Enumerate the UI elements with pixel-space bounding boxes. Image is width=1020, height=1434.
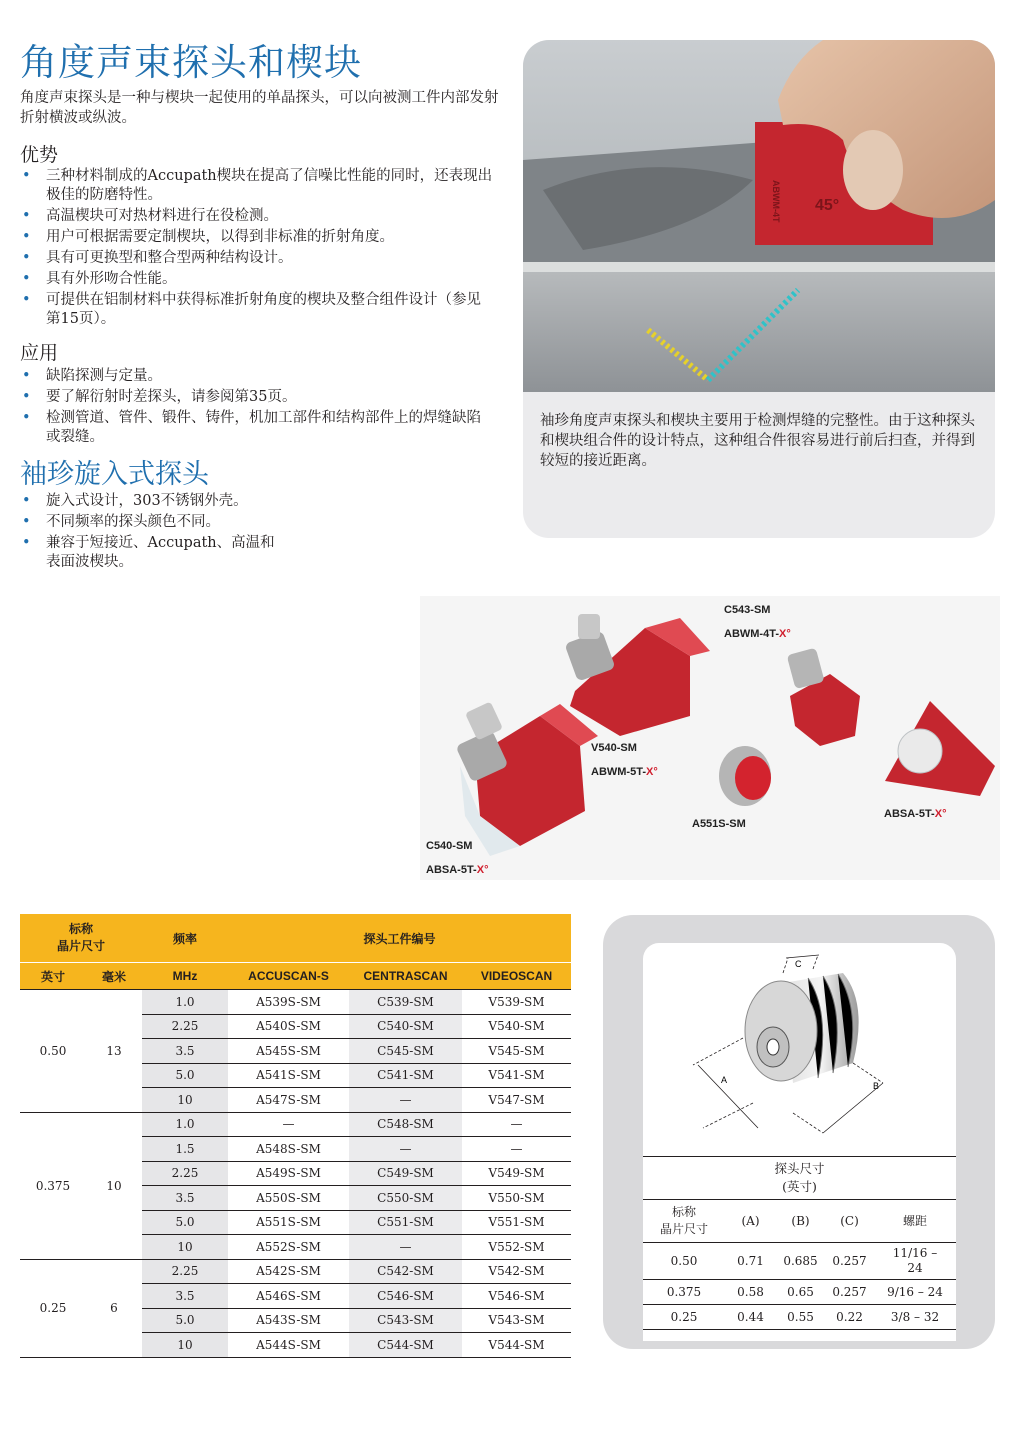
applications-heading: 应用 — [20, 342, 59, 364]
freq-cell: 2.25 — [142, 1014, 228, 1039]
videoscan-cell: V542-SM — [462, 1259, 571, 1284]
videoscan-cell: V547-SM — [462, 1088, 571, 1113]
weld-inspection-photo — [523, 40, 995, 392]
centrascan-cell: C549-SM — [349, 1161, 462, 1186]
freq-cell: 10 — [142, 1333, 228, 1358]
a551-transducer-icon — [719, 746, 771, 806]
dim-b-cell: 0.685 — [776, 1243, 825, 1280]
centrascan-cell: C539-SM — [349, 990, 462, 1015]
dim-pitch-cell: 3/8 – 32 — [874, 1305, 956, 1330]
advantages-heading: 优势 — [20, 144, 59, 166]
dim-a-cell: 0.58 — [725, 1280, 776, 1305]
dim-b-cell: 0.65 — [776, 1280, 825, 1305]
list-item: • 不同频率的探头颜色不同。 — [20, 513, 280, 532]
part-number-table — [20, 914, 571, 1358]
dim-size-cell: 0.375 — [643, 1280, 725, 1305]
list-item: • 要了解衍射时差探头，请参阅第35页。 — [20, 388, 495, 407]
centrascan-cell: C546-SM — [349, 1284, 462, 1309]
table-row — [643, 1305, 956, 1330]
accuscan-cell: A542S-SM — [228, 1259, 349, 1284]
centrascan-cell: C543-SM — [349, 1308, 462, 1333]
accuscan-cell: A546S-SM — [228, 1284, 349, 1309]
dim-header-pitch: 螺距 — [874, 1200, 956, 1243]
accuscan-cell: A544S-SM — [228, 1333, 349, 1358]
label-absa5t-right: ABSA-5T-X° — [884, 808, 947, 820]
dim-a-cell: 0.71 — [725, 1243, 776, 1280]
freq-cell: 3.5 — [142, 1284, 228, 1309]
label-v540: V540-SM — [591, 742, 637, 754]
dim-a-cell: 0.44 — [725, 1305, 776, 1330]
list-item: • 三种材料制成的Accupath楔块在提高了信噪比性能的同时，还表现出极佳的防磨特性。 — [20, 167, 495, 205]
dim-size-cell: 0.50 — [643, 1243, 725, 1280]
freq-cell: 5.0 — [142, 1308, 228, 1333]
size-mm-cell: 10 — [86, 1112, 142, 1259]
label-abwm5t: ABWM-5T-X° — [591, 766, 658, 778]
dim-pitch-cell: 11/16 – 24 — [874, 1243, 956, 1280]
accuscan-cell: A540S-SM — [228, 1014, 349, 1039]
absa-wedge-icon — [885, 701, 995, 796]
dim-size-cell: 0.25 — [643, 1305, 725, 1330]
videoscan-cell: V551-SM — [462, 1210, 571, 1235]
videoscan-cell: V549-SM — [462, 1161, 571, 1186]
size-mm-cell: 13 — [86, 990, 142, 1113]
applications-list — [20, 367, 495, 449]
dim-b-cell: 0.55 — [776, 1305, 825, 1330]
centrascan-cell: C542-SM — [349, 1259, 462, 1284]
centrascan-cell: — — [349, 1235, 462, 1260]
header-part: 探头工件编号 — [228, 914, 571, 963]
header-freq: 频率 — [142, 914, 228, 963]
videoscan-cell: V545-SM — [462, 1039, 571, 1064]
table-row — [643, 1280, 956, 1305]
freq-cell: 2.25 — [142, 1161, 228, 1186]
videoscan-cell: V541-SM — [462, 1063, 571, 1088]
size-mm-cell: 6 — [86, 1259, 142, 1357]
centrascan-cell: C545-SM — [349, 1039, 462, 1064]
accuscan-cell: A541S-SM — [228, 1063, 349, 1088]
list-item: • 可提供在铝制材料中获得标准折射角度的楔块及整合组件设计（参见第15页）。 — [20, 291, 495, 329]
dim-header-nominal: 标称 晶片尺寸 — [643, 1200, 725, 1243]
page-title: 角度声束探头和楔块 — [20, 41, 362, 84]
dim-pitch-cell: 9/16 – 24 — [874, 1280, 956, 1305]
v540-wedge-icon — [564, 614, 710, 736]
freq-cell: 10 — [142, 1088, 228, 1113]
transducer-wedge-illustration — [420, 596, 1000, 880]
wedge-angle-text: 45° — [815, 197, 840, 214]
centrascan-cell: C540-SM — [349, 1014, 462, 1039]
accuscan-cell: A545S-SM — [228, 1039, 349, 1064]
label-absa5t-left: ABSA-5T-X° — [426, 864, 489, 876]
videoscan-cell: V544-SM — [462, 1333, 571, 1358]
label-c543: C543-SM — [724, 604, 771, 616]
list-item: • 具有可更换型和整合型两种结构设计。 — [20, 249, 495, 268]
centrascan-cell: C541-SM — [349, 1063, 462, 1088]
list-item: • 缺陷探测与定量。 — [20, 367, 495, 386]
size-inch-cell: 0.25 — [20, 1259, 86, 1357]
videoscan-cell: — — [462, 1137, 571, 1162]
accuscan-cell: A552S-SM — [228, 1235, 349, 1260]
accuscan-cell: A543S-SM — [228, 1308, 349, 1333]
videoscan-cell: V539-SM — [462, 990, 571, 1015]
table-row — [20, 990, 571, 1015]
freq-cell: 1.0 — [142, 990, 228, 1015]
screw-in-heading: 袖珍旋入式探头 — [20, 459, 209, 490]
wedge-model-text: ABWM-4T — [771, 180, 781, 223]
centrascan-cell: — — [349, 1088, 462, 1113]
videoscan-cell: V546-SM — [462, 1284, 571, 1309]
size-inch-cell: 0.50 — [20, 990, 86, 1113]
centrascan-cell: C550-SM — [349, 1186, 462, 1211]
dim-c-cell: 0.257 — [825, 1280, 874, 1305]
freq-cell: 1.0 — [142, 1112, 228, 1137]
label-c540: C540-SM — [426, 840, 473, 852]
freq-cell: 2.25 — [142, 1259, 228, 1284]
product-photo — [420, 596, 1000, 880]
videoscan-cell: V540-SM — [462, 1014, 571, 1039]
dim-header-b: (B) — [776, 1200, 825, 1243]
accuscan-cell: A550S-SM — [228, 1186, 349, 1211]
header-mhz: MHz — [142, 963, 228, 990]
dim-a-label: A — [721, 1075, 728, 1085]
freq-cell: 1.5 — [142, 1137, 228, 1162]
list-item: • 用户可根据需要定制楔块，以得到非标准的折射角度。 — [20, 228, 495, 247]
table-row — [20, 1112, 571, 1137]
centrascan-cell: C551-SM — [349, 1210, 462, 1235]
accuscan-cell: A548S-SM — [228, 1137, 349, 1162]
accuscan-cell: A547S-SM — [228, 1088, 349, 1113]
intro-text: 角度声束探头是一种与楔块一起使用的单晶探头，可以向被测工件内部发射折射横波或纵波。 — [20, 90, 499, 126]
header-accuscan: ACCUSCAN-S — [228, 963, 349, 990]
dim-header-c: (C) — [825, 1200, 874, 1243]
accuscan-cell: A539S-SM — [228, 990, 349, 1015]
accuscan-cell: A551S-SM — [228, 1210, 349, 1235]
header-inch: 英寸 — [20, 963, 86, 990]
screw-in-list — [20, 492, 280, 574]
header-centrascan: CENTRASCAN — [349, 963, 462, 990]
header-mm: 毫米 — [86, 963, 142, 990]
c543-wedge-icon — [787, 648, 860, 746]
list-item: • 具有外形吻合性能。 — [20, 270, 495, 289]
transducer-dimension-diagram — [643, 943, 956, 1153]
videoscan-cell: V543-SM — [462, 1308, 571, 1333]
dim-c-label: C — [795, 959, 802, 969]
centrascan-cell: C544-SM — [349, 1333, 462, 1358]
list-item: • 检测管道、管件、锻件、铸件，机加工部件和结构部件上的焊缝缺陷或裂缝。 — [20, 409, 495, 447]
size-inch-cell: 0.375 — [20, 1112, 86, 1259]
advantages-list — [20, 167, 495, 331]
dimension-table — [643, 1156, 956, 1330]
photo-caption: 袖珍角度声束探头和楔块主要用于检测焊缝的完整性。由于这种探头和楔块组合件的设计特点，这种组合件很容易进行前后扫查，并得到较短的接近距离。 — [540, 413, 975, 469]
dim-b-label: B — [873, 1081, 880, 1091]
label-abwm4t: ABWM-4T-X° — [724, 628, 791, 640]
accuscan-cell: — — [228, 1112, 349, 1137]
dim-c-cell: 0.22 — [825, 1305, 874, 1330]
videoscan-cell: — — [462, 1112, 571, 1137]
list-item: • 高温楔块可对热材料进行在役检测。 — [20, 207, 495, 226]
freq-cell: 10 — [142, 1235, 228, 1260]
table-row — [20, 1259, 571, 1284]
list-item: • 旋入式设计，303不锈钢外壳。 — [20, 492, 280, 511]
freq-cell: 5.0 — [142, 1210, 228, 1235]
videoscan-cell: V550-SM — [462, 1186, 571, 1211]
centrascan-cell: — — [349, 1137, 462, 1162]
freq-cell: 3.5 — [142, 1186, 228, 1211]
centrascan-cell: C548-SM — [349, 1112, 462, 1137]
label-a551: A551S-SM — [692, 818, 746, 830]
list-item: • 兼容于短接近、Accupath、高温和表面波楔块。 — [20, 534, 280, 572]
dim-c-cell: 0.257 — [825, 1243, 874, 1280]
c540-wedge-icon — [455, 701, 598, 856]
freq-cell: 5.0 — [142, 1063, 228, 1088]
freq-cell: 3.5 — [142, 1039, 228, 1064]
videoscan-cell: V552-SM — [462, 1235, 571, 1260]
header-videoscan: VIDEOSCAN — [462, 963, 571, 990]
dim-header-a: (A) — [725, 1200, 776, 1243]
header-nominal: 标称 晶片尺寸 — [20, 914, 142, 963]
table-row — [643, 1243, 956, 1280]
dim-title: 探头尺寸 (英寸) — [643, 1157, 956, 1200]
accuscan-cell: A549S-SM — [228, 1161, 349, 1186]
